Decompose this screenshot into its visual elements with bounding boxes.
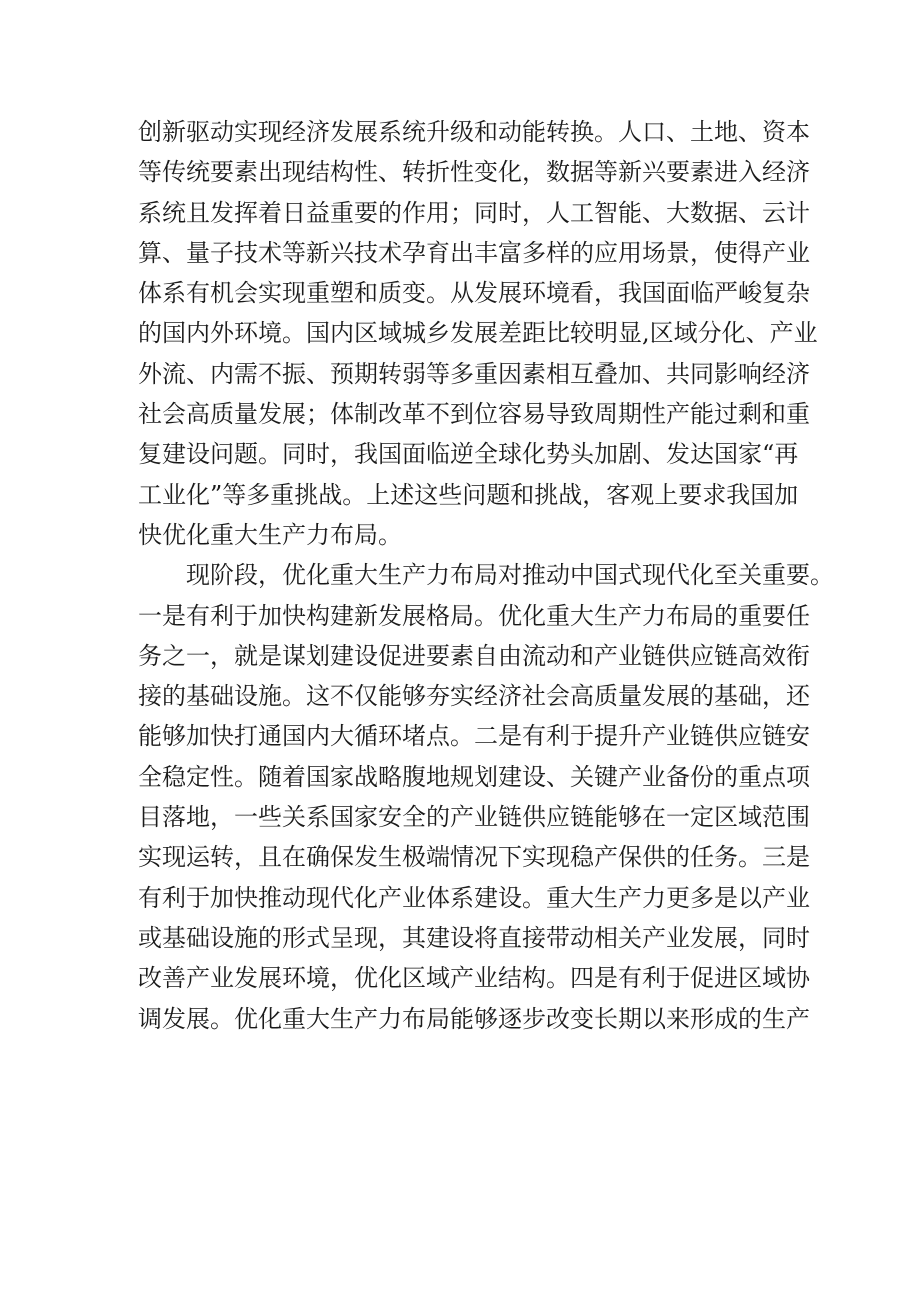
text-line: 外流、内需不振、预期转弱等多重因素相互叠加、共同影响经济 (138, 359, 810, 388)
text-line: 创新驱动实现经济发展系统升级和动能转换。人口、土地、资本 (138, 118, 810, 146)
text-line: 算、量子技术等新兴技术孕育出丰富多样的应用场景，使得产业 (138, 238, 810, 267)
text-line: 社会高质量发展；体制改革不到位容易导致周期性产能过剩和重 (138, 400, 810, 429)
text-line: 等传统要素出现结构性、转折性变化，数据等新兴要素进入经济 (138, 158, 810, 187)
text-line: 实现运转，且在确保发生极端情况下实现稳产保供的任务。三是 (138, 843, 810, 872)
text-line: 一是有利于加快构建新发展格局。优化重大生产力布局的重要任 (138, 601, 810, 630)
text-line: 快优化重大生产力布局。 (138, 520, 402, 549)
body-text (138, 112, 834, 1039)
text-line: 现阶段，优化重大生产力布局对推动中国式现代化至关重要。 (186, 561, 834, 590)
paragraph-2 (138, 555, 834, 1039)
text-line: 复建设问题。同时，我国面临逆全球化势头加剧、发达国家“再 (138, 440, 799, 469)
text-line: 改善产业发展环境，优化区域产业结构。四是有利于促进区域协 (138, 964, 810, 993)
text-line: 能够加快打通国内大循环堵点。二是有利于提升产业链供应链安 (138, 722, 810, 751)
text-line: 系统且发挥着日益重要的作用；同时，人工智能、大数据、云计 (138, 198, 810, 227)
text-line: 调发展。优化重大生产力布局能够逐步改变长期以来形成的生产 (138, 1004, 810, 1033)
text-line: 体系有机会实现重塑和质变。从发展环境看，我国面临严峻复杂 (138, 279, 810, 308)
text-line: 接的基础设施。这不仅能够夯实经济社会高质量发展的基础，还 (138, 682, 810, 711)
text-line: 的国内外环境。国内区域城乡发展差距比较明显,区域分化、产业 (138, 319, 818, 348)
text-line: 目落地，一些关系国家安全的产业链供应链能够在一定区域范围 (138, 803, 810, 832)
text-line: 全稳定性。随着国家战略腹地规划建设、关键产业备份的重点项 (138, 762, 810, 791)
paragraph-1 (138, 112, 818, 555)
text-line: 或基础设施的形式呈现，其建设将直接带动相关产业发展，同时 (138, 923, 810, 952)
text-line: 务之一，就是谋划建设促进要素自由流动和产业链供应链高效衔 (138, 641, 810, 670)
text-line: 有利于加快推动现代化产业体系建设。重大生产力更多是以产业 (138, 883, 810, 912)
text-line: 工业化”等多重挑战。上述这些问题和挑战，客观上要求我国加 (138, 480, 799, 509)
